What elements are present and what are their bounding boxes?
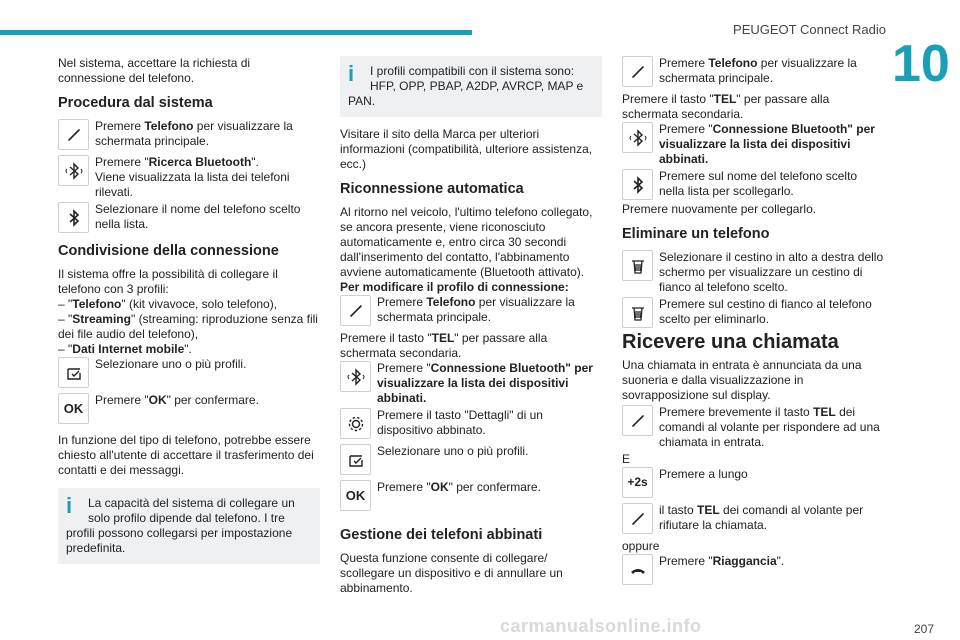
info-box-profiles: i I profili compatibili con il sistema sono: HFP, OPP, PBAP, A2DP, AVRCP, MAP e PAN.: [340, 56, 602, 117]
phone-icon: [58, 119, 89, 150]
step-telefono: Premere Telefono per visualizzare la schermata principale.: [622, 56, 884, 90]
bluetooth-search-icon: [340, 361, 371, 392]
step-scollegare: Premere sul nome del telefono scelto nella lista per scollegarlo.: [622, 169, 884, 200]
bluetooth-icon: [58, 202, 89, 233]
ricevere-text: Una chiamata in entrata è annunciata da una suoneria e dalla visualizzazione in sovrapposizione sul display.: [622, 358, 862, 402]
condivisione-text: Il sistema offre la possibilità di collegare il telefono con 3 profili:: [58, 267, 278, 296]
oppure-text: oppure: [622, 539, 660, 553]
heading-condivisione: Condivisione della connessione: [58, 243, 279, 259]
step-riaggancia: Premere "Riaggancia".: [622, 554, 884, 588]
tel-text: Premere il tasto "TEL" per passare alla schermata secondaria.: [622, 92, 830, 121]
long-press-icon: +2s: [622, 467, 653, 498]
visit-text: Visitare il sito della Marca per ulteriori informazioni (compatibilità, ulteriore assistenza, ecc.): [340, 127, 593, 171]
note-text: In funzione del tipo di telefono, potrebbe essere chiesto all'utente di accettare il trasferimento dei contatti e dei messaggi.: [58, 433, 314, 477]
step-ok: OK Premere "OK" per confermare.: [340, 480, 602, 514]
column-3: [622, 56, 884, 590]
intro-text: Nel sistema, accettare la richiesta di connessione del telefono.: [58, 56, 251, 85]
phone-icon: [340, 295, 371, 326]
profile-streaming: – "Streaming" (streaming: riproduzione senza fili dei file audio del telefono),: [58, 312, 318, 341]
heading-ricevere: Ricevere una chiamata: [622, 331, 839, 353]
profile-dati: – "Dati Internet mobile".: [58, 342, 192, 356]
e-text: E: [622, 452, 631, 466]
trash-icon: [622, 250, 653, 281]
step-select-profiles: Selezionare uno o più profili.: [340, 444, 602, 478]
ok-icon: OK: [58, 393, 89, 424]
gestione-text: Questa funzione consente di collegare/ scollegare un dispositivo e di annullare un abbinamento.: [340, 551, 563, 595]
step-premere-lungo: +2s Premere a lungo: [622, 467, 884, 501]
step-ricerca-bluetooth: Premere "Ricerca Bluetooth". Viene visualizzata la lista dei telefoni rilevati.: [58, 155, 320, 200]
step-cestino-2: Premere sul cestino di fianco al telefono scelto per eliminarlo.: [622, 297, 884, 331]
heading-eliminare: Eliminare un telefono: [622, 226, 770, 242]
step-rispondi: Premere brevemente il tasto TEL dei comandi al volante per rispondere ad una chiamata in entrata.: [622, 405, 884, 450]
step-select-profiles: Selezionare uno o più profili.: [58, 357, 320, 391]
step-dettagli: Premere il tasto "Dettagli" di un dispositivo abbinato.: [340, 408, 602, 442]
tel-text: Premere il tasto "TEL" per passare alla schermata secondaria.: [340, 331, 548, 360]
bluetooth-icon: [622, 169, 653, 200]
chapter-number: 10: [892, 35, 950, 93]
bluetooth-search-icon: [622, 122, 653, 153]
step-ok: OK Premere "OK" per confermare.: [58, 393, 320, 427]
heading-gestione: Gestione dei telefoni abbinati: [340, 527, 543, 543]
step-connessione-bluetooth: Premere "Connessione Bluetooth" per visualizzare la lista dei dispositivi abbinati.: [340, 361, 602, 406]
info-box: i La capacità del sistema di collegare un solo profilo dipende dal telefono. I tre profili possono collegarsi per impostazione predefinita.: [58, 488, 320, 564]
step-rifiuta: il tasto TEL dei comandi al volante per rifiutare la chiamata.: [622, 503, 884, 537]
info-icon: i: [348, 61, 355, 86]
ok-icon: OK: [340, 480, 371, 511]
phone-icon: [622, 503, 653, 534]
modifica-label: Per modificare il profilo di connessione:: [340, 280, 569, 294]
trash-icon: [622, 297, 653, 328]
page-number: 207: [913, 622, 934, 636]
checkbox-icon: [340, 444, 371, 475]
heading-procedura: Procedura dal sistema: [58, 95, 213, 111]
header-accent-bar: [0, 30, 472, 35]
step-telefono: Premere Telefono per visualizzare la schermata principale.: [340, 295, 602, 329]
step-connessione-bluetooth: Premere "Connessione Bluetooth" per visualizzare la lista dei dispositivi abbinati.: [622, 122, 884, 167]
hang-up-icon: [622, 554, 653, 585]
info-icon: i: [66, 493, 73, 518]
step-select-phone: Selezionare il nome del telefono scelto nella lista.: [58, 202, 320, 236]
watermark: carmanualsonline.info: [500, 616, 702, 636]
step-telefono: Premere Telefono per visualizzare la schermata principale.: [58, 119, 320, 153]
profile-telefono: – "Telefono" (kit vivavoce, solo telefono),: [58, 297, 278, 311]
checkbox-icon: [58, 357, 89, 388]
bluetooth-search-icon: [58, 155, 89, 186]
column-1: [58, 56, 320, 574]
page-header-title: PEUGEOT Connect Radio: [733, 22, 886, 37]
heading-riconnessione: Riconnessione automatica: [340, 181, 524, 197]
gear-icon: [340, 408, 371, 439]
step-cestino-1: Selezionare il cestino in alto a destra dello schermo per visualizzare un cestino di fianco al telefono scelto.: [622, 250, 884, 295]
phone-icon: [622, 56, 653, 87]
ricollegare-text: Premere nuovamente per collegarlo.: [622, 202, 817, 216]
riconnessione-text: Al ritorno nel veicolo, l'ultimo telefono collegato, se ancora presente, viene riconosciuto automaticamente e, entro circa 30 secondi dall'inserimento del contatto, l'abbinamento avviene automaticamente (Bluetooth attivato).: [340, 205, 593, 279]
phone-icon: [622, 405, 653, 436]
column-2: [340, 56, 602, 606]
